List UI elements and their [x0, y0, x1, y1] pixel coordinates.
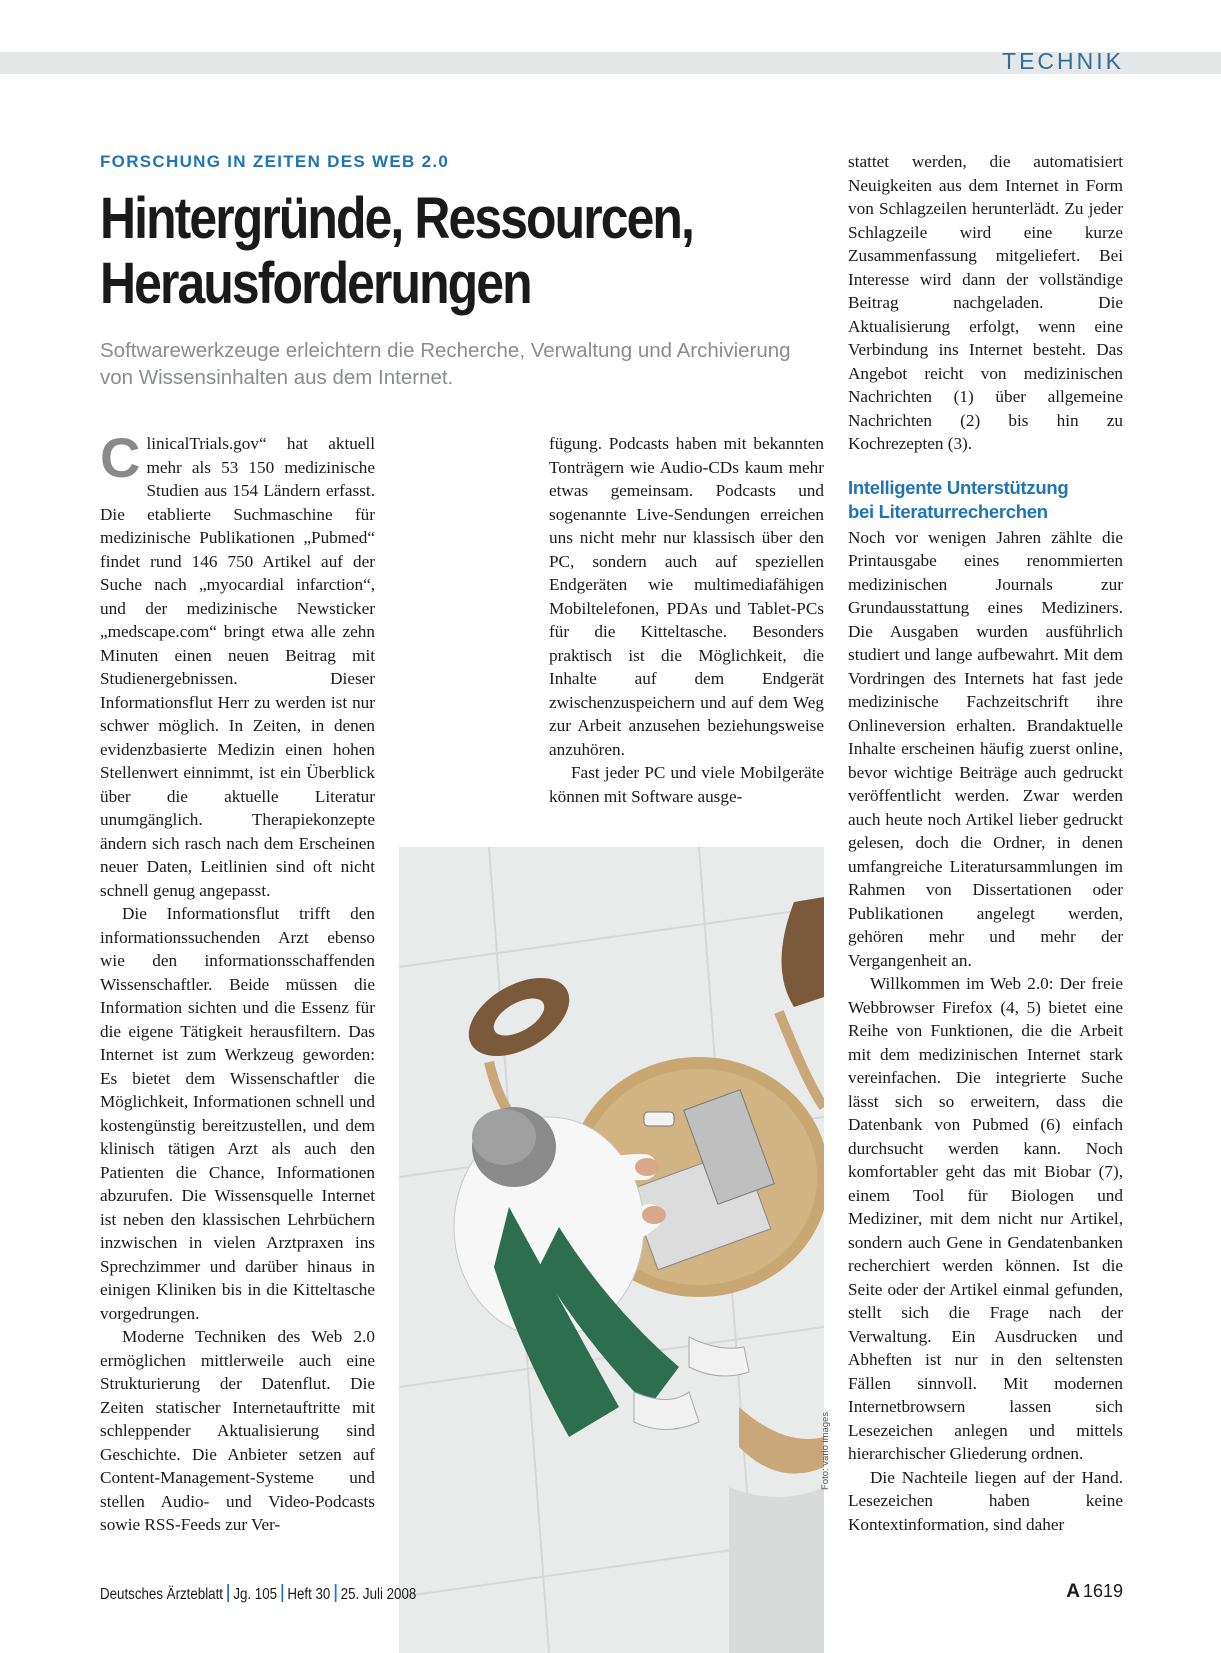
headline-line-2: Herausforderungen — [100, 251, 531, 316]
subheading-line-2: bei Literaturrecherchen — [848, 500, 1048, 522]
article-headline — [100, 186, 702, 316]
separator — [335, 1584, 337, 1602]
paragraph: Die Nachteile liegen auf der Hand. Lesezeichen haben keine Kontextinformation, sind daher — [848, 1467, 1123, 1534]
paragraph: fügung. Podcasts haben mit bekannten Tonträgern wie Audio-CDs kaum mehr etwas gemeinsam. Podcasts und sogenannte Live-Sendungen erreichen uns nicht mehr nur klassisch über den PC, sondern auch auf speziellen Endgeräten wie multimediafähigen Mobiltelefonen, PDAs und Tablet-PCs für die Kitteltasche. Besonders praktisch ist die Möglichkeit, die Inhalte auf dem Endgerät zwischenzuspeichern und auf dem Weg zur Arbeit anzusehen beziehungsweise anzuhören. — [549, 434, 824, 759]
paragraph: stattet werden, die automatisiert Neuigkeiten aus dem Internet in Form von Schlagzeilen herunterlädt. Zu jeder Schlagzeile wird eine kurze Zusammenfassung mitgeliefert. Bei Interesse wird dann der vollständige Beitrag nachgeladen. Die Aktualisierung erfolgt, wenn eine Verbindung ins Internet besteht. Das Angebot reicht von medizinischen Nachrichten (1) über allgemeine Nachrichten (2) bis hin zu Kochrezepten (3). — [848, 152, 1123, 453]
photo-credit: Foto: vario images — [820, 1411, 831, 1490]
paragraph: Fast jeder PC und viele Mobilgeräte können mit Software ausge- — [549, 763, 824, 806]
section-label: TECHNIK — [1002, 48, 1124, 74]
paragraph: Die Informationsflut trifft den informationssuchenden Arzt ebenso wie den informationsschaffenden Wissenschaftler. Beide müssen die Information sichten und die Essenz für die eigene Tätigkeit herausfiltern. Das Internet ist zum Werkzeug geworden: Es bietet dem Wissenschaftler die Möglichkeit, Informationen schnell und kostengünstig bereitzustellen, und dem klinisch tätigen Arzt als auch den Patienten die Chance, Informationen abzurufen. Die Wissensquelle Internet ist neben den klassischen Lehrbüchern inzwischen in vielen Arztpraxen ins Sprechzimmer und darüber hinaus in einigen Kliniken bis in die Kitteltasche vorgedrungen. — [100, 904, 375, 1323]
doctor-laptop-illustration — [399, 847, 824, 1653]
paragraph: Willkommen im Web 2.0: Der freie Webbrowser Firefox (4, 5) bietet eine Reihe von Funktionen, die die Arbeit mit dem medizinischen Internet stark vereinfachen. Die integrierte Suche lässt sich so erweitern, dass die Datenbank von Pubmed (6) einfach durchsucht werden kann. Noch komfortabler geht das mit Biobar (7), einem Tool für Biologen und Mediziner, mit dem nicht nur Artikel, sondern auch Gene in Gendatenbanken recherchiert werden können. Ist die Seite oder der Artikel einmal gefunden, stellt sich die Frage nach der Verwaltung. Ein Ausdrucken und Abheften ist nur in den seltensten Fällen sinnvoll. Mit modernen Internetbrowsern lassen sich Lesezeichen anlegen und mittels hierarchischer Gliederung ordnen. — [848, 974, 1123, 1463]
separator — [281, 1584, 283, 1602]
paragraph: Moderne Techniken des Web 2.0 ermöglichen mittlerweile auch eine Strukturierung der Datenflut. Die Zeiten statischer Internetauftritte mit schleppender Aktualisierung sind Geschichte. Die Anbieter setzen auf Content-Management-Systeme und stellen Audio- und Video-Podcasts sowie RSS-Feeds zur Ver- — [100, 1327, 375, 1534]
article-photo — [399, 847, 824, 1653]
column-1 — [100, 426, 375, 1537]
volume: Jg. 105 — [233, 1586, 278, 1603]
column-2 — [549, 432, 824, 808]
paragraph-text: linicalTrials.gov“ hat aktuell mehr als 53 150 medizinische Studien aus 154 Ländern erfasst. Die etablierte Suchmaschine für medizinische Publikationen „Pubmed“ findet rund 146 750 Artikel auf der Suche nach „myocardial infarction“, und der medizinische Newsticker „medscape.com“ bringt etwa alle zehn Minuten einen neuen Beitrag mit Studienergebnissen. Dieser Informationsflut Herr zu werden ist nur schwer möglich. In Zeiten, in denen evidenzbasierte Medizin einen hohen Stellenwert einnimmt, ist ein Überblick über die aktuelle Literatur unumgänglich. Therapiekonzepte ändern sich rasch nach dem Erscheinen neuer Daten, Leitlinien sind oft nicht schnell genug angepasst. — [100, 434, 375, 900]
headline-line-1: Hintergründe, Ressourcen, — [100, 186, 693, 251]
journal-name: Deutsches Ärzteblatt — [100, 1586, 223, 1603]
separator — [227, 1584, 229, 1602]
column-3 — [848, 150, 1123, 1536]
paragraph — [100, 426, 375, 902]
issue: Heft 30 — [287, 1586, 331, 1603]
paragraph: Noch vor wenigen Jahren zählte die Printausgabe eines renommierten medizinischen Journals zur Grundausstattung eines Mediziners. Die Ausgaben wurden ausführlich studiert und lange aufbewahrt. Mit dem Vordringen des Internets hat fast jede medizinische Fachzeitschrift ihre Onlineversion erhalten. Brandaktuelle Inhalte erscheinen häufig zuerst online, bevor wichtige Beiträge auch gedruckt veröffentlicht werden. Zwar werden auch heute noch Artikel lieber gedruckt gelesen, doch die Ordner, in denen umfangreiche Literatursammlungen im Rahmen von Dissertationen oder Publikationen angelegt werden, gehören mehr und mehr der Vergangenheit an. — [848, 527, 1123, 970]
subheading — [848, 476, 1123, 524]
article-kicker: FORSCHUNG IN ZEITEN DES WEB 2.0 — [100, 152, 450, 171]
article-standfirst: Softwarewerkzeuge erleichtern die Recherche, Verwaltung und Archivierung von Wissensinhalten aus dem Internet. — [100, 339, 791, 389]
page-prefix: A — [1066, 1581, 1080, 1602]
subheading-line-1: Intelligente Unterstützung — [848, 476, 1069, 498]
page-number — [1066, 1581, 1123, 1603]
page-number-value: 1619 — [1082, 1581, 1123, 1601]
drop-cap: C — [100, 426, 141, 489]
footer-citation — [100, 1584, 416, 1604]
issue-date: 25. Juli 2008 — [340, 1586, 417, 1603]
